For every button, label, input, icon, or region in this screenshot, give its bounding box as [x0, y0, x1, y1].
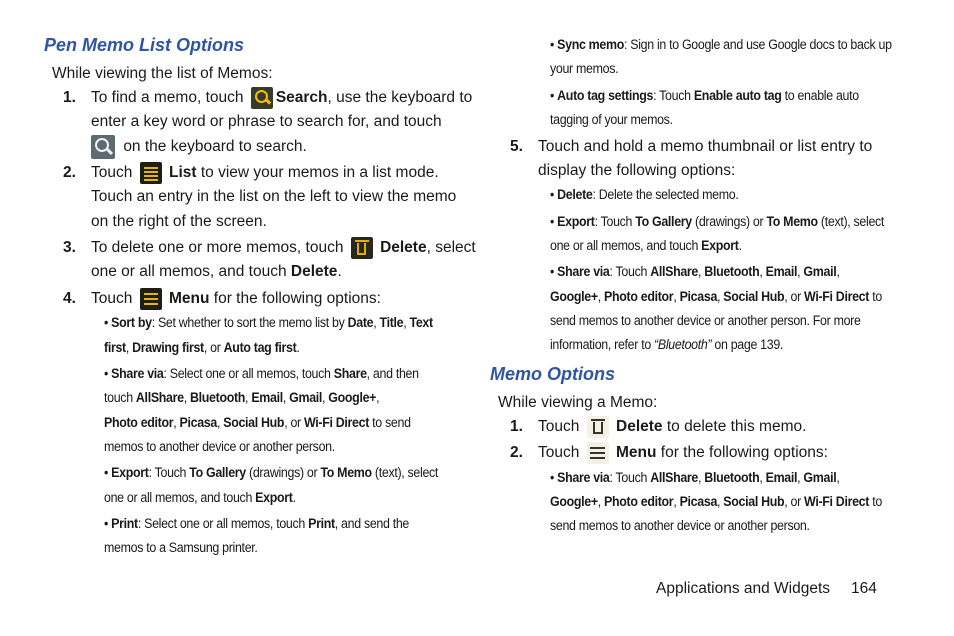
footer-section-title: Applications and Widgets	[656, 580, 831, 597]
step-number: 4.	[63, 290, 76, 307]
section-heading-pen-memo-list-options: Pen Memo List Options	[44, 35, 245, 55]
step-2-line-2: Touch an entry in the list on the left to view the memo	[91, 188, 457, 205]
step-1-line-2: enter a key word or phrase to search for, and touch	[91, 113, 442, 130]
bullet-share-via-line-4: memos to another device or another person.	[104, 439, 335, 454]
bullet-share-via-2-line-3: send memos to another device or another person. For more	[550, 313, 861, 328]
page-number: 164	[851, 580, 877, 597]
bullet-sync-memo-line-2: your memos.	[550, 61, 619, 76]
step-4-line-1: Touch Menu for the following options:	[91, 287, 381, 312]
step-number: 3.	[63, 239, 76, 256]
bullet-share-via-2-line-2: Google+, Photo editor, Picasa, Social Hub, or Wi-Fi Direct to	[550, 289, 882, 304]
section-heading-memo-options: Memo Options	[490, 364, 615, 384]
bullet-delete: • Delete: Delete the selected memo.	[550, 187, 739, 202]
memo-step-2: Touch Menu for the following options:	[538, 441, 828, 466]
step-3-line-1: To delete one or more memos, touch Delete, select	[91, 236, 476, 261]
search-icon	[251, 87, 273, 109]
bullet-share-via-3-line-3: send memos to another device or another person.	[550, 518, 810, 533]
intro-text: While viewing the list of Memos:	[52, 65, 273, 82]
bullet-auto-tag-line-2: tagging of your memos.	[550, 112, 673, 127]
step-5-line-2: display the following options:	[538, 162, 736, 179]
step-3-line-2: one or all memos, and touch Delete.	[91, 263, 342, 280]
bullet-sort-by: • Sort by: Set whether to sort the memo list by Date, Title, Text	[104, 315, 433, 330]
step-number: 1.	[510, 418, 523, 435]
bullet-print: • Print: Select one or all memos, touch Print, and send the	[104, 516, 410, 531]
bullet-print-line-2: memos to a Samsung printer.	[104, 540, 258, 555]
bullet-sync-memo: • Sync memo: Sign in to Google and use Google docs to back up	[550, 37, 892, 52]
step-number: 2.	[63, 164, 76, 181]
bullet-export-2: • Export: Touch To Gallery (drawings) or To Memo (text), select	[550, 214, 885, 229]
bullet-share-via-line-3: Photo editor, Picasa, Social Hub, or Wi-Fi Direct to send	[104, 415, 411, 430]
bullet-sort-by-line-2: first, Drawing first, or Auto tag first.	[104, 340, 300, 355]
bullet-export-2-line-2: one or all memos, and touch Export.	[550, 238, 742, 253]
intro-text-2: While viewing a Memo:	[498, 394, 658, 411]
bullet-export: • Export: Touch To Gallery (drawings) or To Memo (text), select	[104, 465, 439, 480]
step-1-line-3: on the keyboard to search.	[91, 135, 307, 160]
step-number: 5.	[510, 138, 523, 155]
step-number: 1.	[63, 89, 76, 106]
bullet-share-via-2-line-4: information, refer to “Bluetooth” on page 139.	[550, 337, 784, 352]
bullet-share-via: • Share via: Select one or all memos, touch Share, and then	[104, 366, 419, 381]
step-2-line-3: on the right of the screen.	[91, 213, 267, 230]
bullet-share-via-3: • Share via: Touch AllShare, Bluetooth, Email, Gmail,	[550, 470, 840, 485]
bluetooth-reference-link[interactable]: “Bluetooth”	[654, 337, 712, 352]
bullet-share-via-2: • Share via: Touch AllShare, Bluetooth, Email, Gmail,	[550, 264, 840, 279]
menu-icon	[140, 288, 162, 310]
step-number: 2.	[510, 444, 523, 461]
keyboard-search-icon	[91, 135, 115, 159]
list-icon	[140, 162, 162, 184]
step-2-line-1: Touch List to view your memos in a list mode.	[91, 161, 439, 186]
trash-icon	[351, 237, 373, 259]
step-1-line-1: To find a memo, touch Search, use the keyboard to	[91, 86, 472, 111]
step-5-line-1: Touch and hold a memo thumbnail or list entry to	[538, 138, 873, 155]
menu-icon	[587, 442, 609, 464]
trash-icon	[587, 416, 609, 438]
bullet-auto-tag-settings: • Auto tag settings: Touch Enable auto tag to enable auto	[550, 88, 859, 103]
bullet-share-via-3-line-2: Google+, Photo editor, Picasa, Social Hub, or Wi-Fi Direct to	[550, 494, 882, 509]
memo-step-1: Touch Delete to delete this memo.	[538, 415, 806, 440]
bullet-share-via-line-2: touch AllShare, Bluetooth, Email, Gmail, Google+,	[104, 390, 380, 405]
bullet-export-line-2: one or all memos, and touch Export.	[104, 490, 296, 505]
